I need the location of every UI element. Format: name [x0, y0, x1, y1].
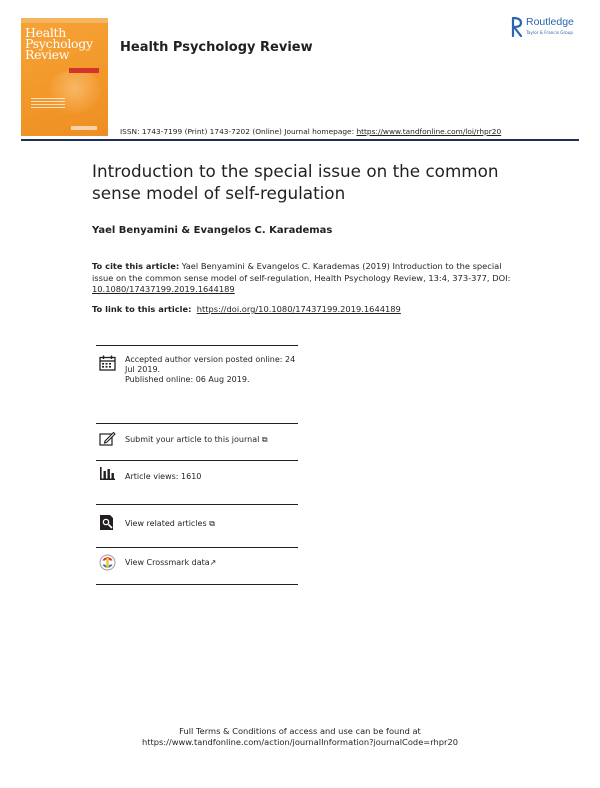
header-divider: [21, 139, 579, 141]
cover-title-line: Review: [25, 47, 70, 62]
related-label: View related articles: [125, 519, 207, 528]
bar-chart-icon: [99, 466, 116, 481]
published-date: Published online: 06 Aug 2019.: [125, 375, 250, 384]
doi-link[interactable]: 10.1080/17437199.2019.1644189: [92, 284, 235, 294]
article-views-text: Article views: 1610: [125, 472, 202, 481]
cover-badge: [69, 68, 99, 73]
article-info-box: [96, 345, 298, 585]
logo-tagline: Taylor & Francis Group: [526, 30, 574, 35]
cover-text-lines: [31, 98, 65, 110]
citation-block: [92, 261, 512, 296]
external-link-icon: ⧉: [209, 519, 215, 528]
related-articles-text: [125, 519, 215, 529]
crossmark-icon: [99, 554, 116, 572]
cover-title-line: Health: [25, 25, 67, 40]
terms-footer: [0, 726, 600, 748]
publication-dates-text: [125, 355, 297, 385]
article-doi-link[interactable]: https://doi.org/10.1080/17437199.2019.1644189: [196, 304, 401, 314]
cover-title-line: Psychology: [25, 36, 93, 51]
logo-name: Routledge: [526, 16, 574, 28]
crossmark-text: [125, 558, 216, 568]
publication-dates: [96, 346, 298, 423]
calendar-icon: [99, 355, 116, 371]
terms-link[interactable]: https://www.tandfonline.com/action/journalInformation?journalCode=rhpr20: [141, 737, 459, 747]
cover-title: [25, 27, 93, 60]
related-articles-link[interactable]: [96, 505, 298, 547]
pencil-edit-icon: [99, 431, 116, 446]
terms-text: Full Terms & Conditions of access and use can be found at: [179, 726, 421, 736]
link-label: To link to this article:: [92, 304, 192, 314]
external-link-icon: ↗: [209, 558, 217, 567]
journal-homepage-link[interactable]: https://www.tandfonline.com/loi/rhpr20: [356, 127, 502, 136]
article-authors: Yael Benyamini & Evangelos C. Karademas: [92, 225, 333, 236]
article-views: [96, 461, 298, 504]
cite-text: Yael Benyamini & Evangelos C. Karademas (2019) Introduction to the special issue on the common sense model of self-regulation, Health Psychology Review, 13:4, 373-377, DOI:: [92, 261, 511, 283]
cover-top-strip: [21, 18, 108, 23]
article-title: Introduction to the special issue on the common sense model of self-regulation: [92, 161, 499, 203]
journal-title: Health Psychology Review: [120, 40, 313, 55]
search-document-icon: [99, 514, 116, 531]
article-link-line: [92, 304, 401, 314]
info-divider: [96, 584, 298, 585]
journal-cover-image: [21, 18, 108, 136]
routledge-logo-icon: [511, 16, 523, 38]
routledge-logo: [511, 16, 583, 40]
crossmark-link[interactable]: [96, 548, 298, 584]
cite-label: To cite this article:: [92, 261, 180, 271]
cover-publisher-mark: [71, 126, 97, 130]
submit-article-link[interactable]: [96, 424, 298, 460]
issn-text: ISSN: 1743-7199 (Print) 1743-7202 (Online) Journal homepage:: [120, 127, 357, 136]
submit-article-text: [125, 435, 268, 445]
accepted-date: Accepted author version posted online: 24 Jul 2019.: [125, 355, 296, 374]
submit-label: Submit your article to this journal: [125, 435, 260, 444]
crossmark-label: View Crossmark data: [125, 558, 210, 567]
issn-line: [120, 127, 501, 136]
external-link-icon: ⧉: [261, 435, 268, 444]
